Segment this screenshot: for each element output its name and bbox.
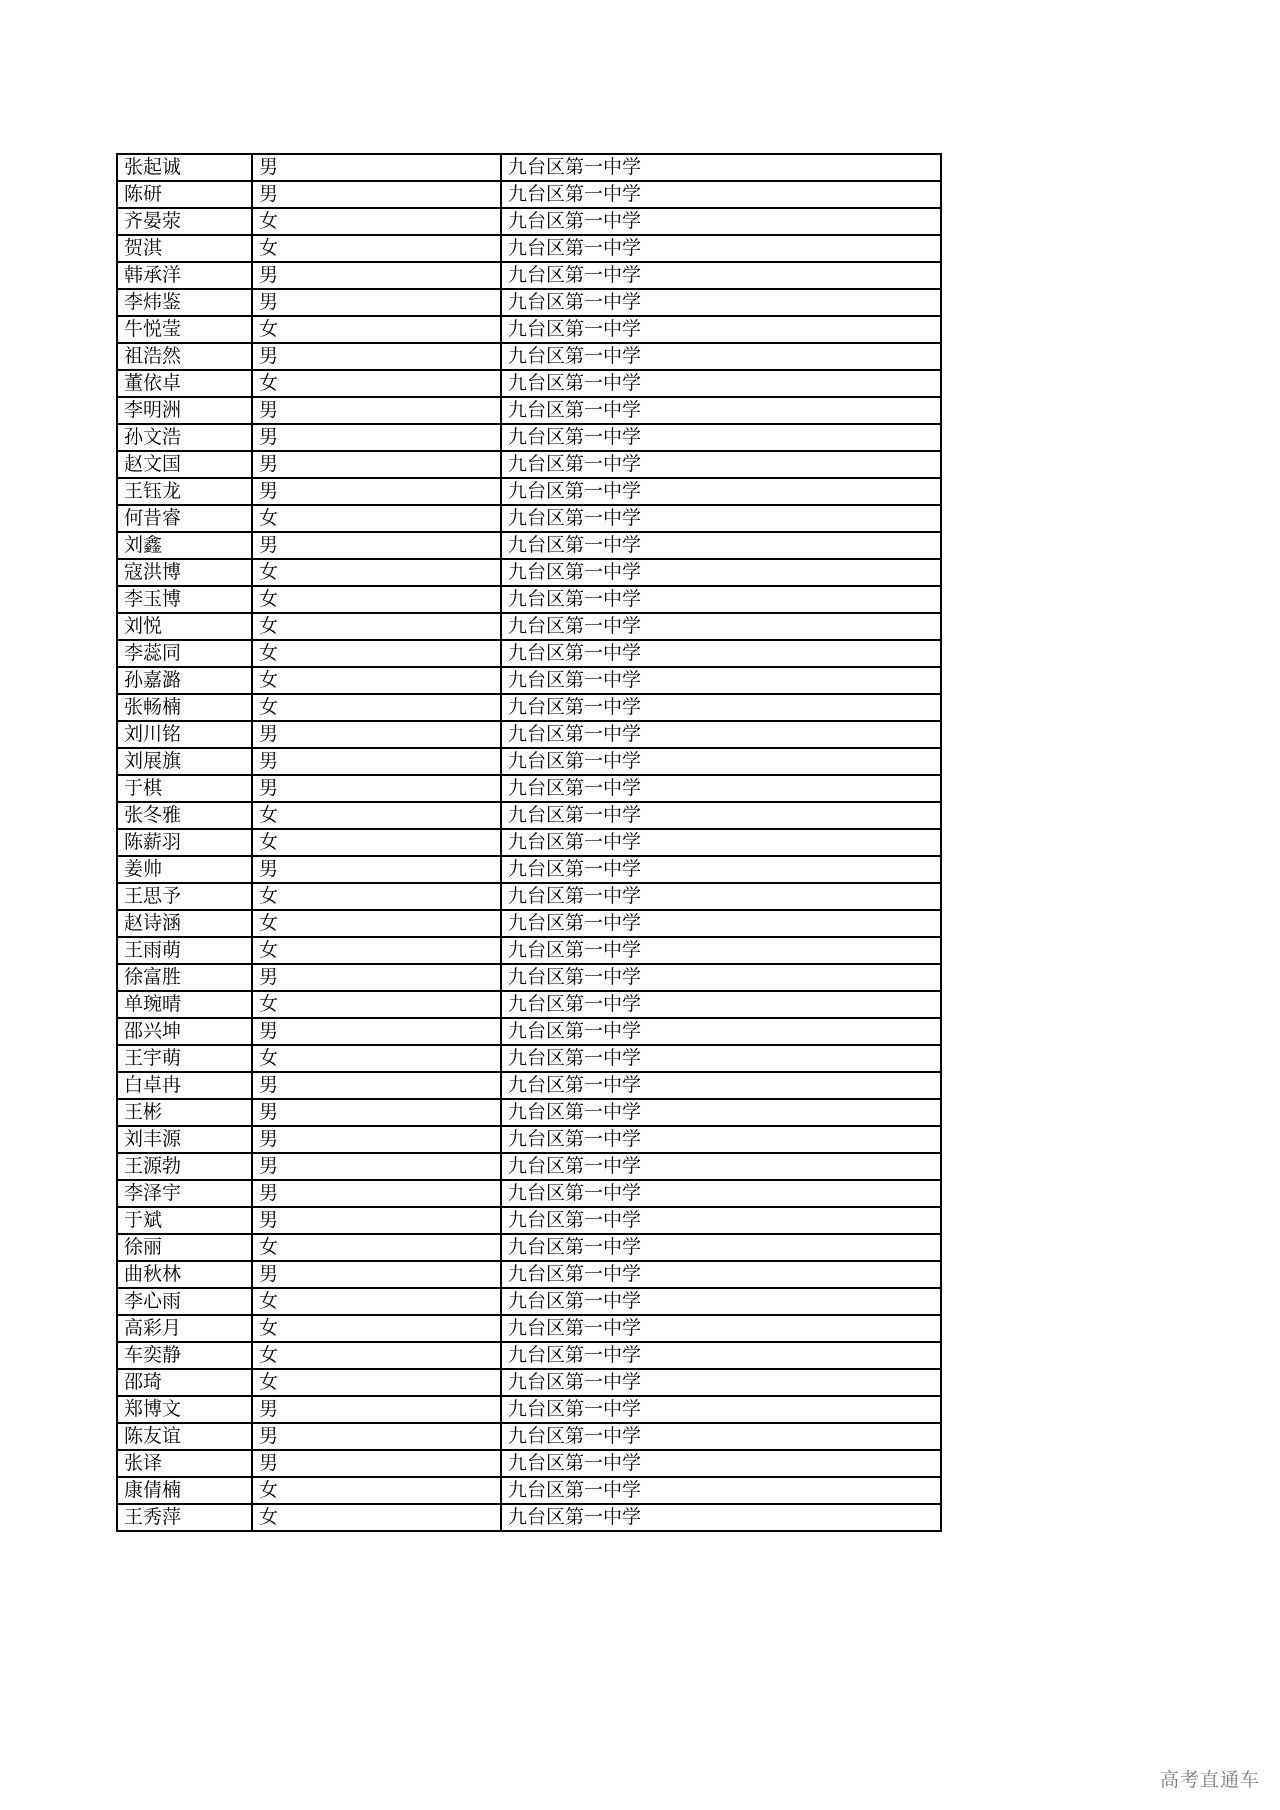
table-row [117, 289, 941, 316]
student-name-cell: 寇洪博 [117, 559, 252, 586]
gender-cell: 女 [252, 640, 501, 667]
gender-cell: 男 [252, 1180, 501, 1207]
school-cell: 九台区第一中学 [501, 1018, 941, 1045]
school-cell: 九台区第一中学 [501, 1342, 941, 1369]
table-row [117, 883, 941, 910]
gender-cell: 女 [252, 1504, 501, 1531]
student-name-cell: 李蕊同 [117, 640, 252, 667]
school-cell: 九台区第一中学 [501, 667, 941, 694]
gender-cell: 男 [252, 154, 501, 181]
table-row [117, 1342, 941, 1369]
student-name-cell: 董依卓 [117, 370, 252, 397]
school-cell: 九台区第一中学 [501, 1126, 941, 1153]
gender-cell: 女 [252, 586, 501, 613]
school-cell: 九台区第一中学 [501, 1099, 941, 1126]
school-cell: 九台区第一中学 [501, 1207, 941, 1234]
gender-cell: 男 [252, 1099, 501, 1126]
student-name-cell: 郑博文 [117, 1396, 252, 1423]
table-row [117, 1018, 941, 1045]
gender-cell: 女 [252, 883, 501, 910]
student-name-cell: 赵诗涵 [117, 910, 252, 937]
student-name-cell: 李泽宇 [117, 1180, 252, 1207]
student-name-cell: 陈薪羽 [117, 829, 252, 856]
table-row [117, 1234, 941, 1261]
gender-cell: 男 [252, 343, 501, 370]
table-row [117, 802, 941, 829]
school-cell: 九台区第一中学 [501, 910, 941, 937]
student-name-cell: 曲秋林 [117, 1261, 252, 1288]
table-row [117, 343, 941, 370]
school-cell: 九台区第一中学 [501, 1477, 941, 1504]
student-name-cell: 贺淇 [117, 235, 252, 262]
table-row [117, 1072, 941, 1099]
table-row [117, 775, 941, 802]
gender-cell: 女 [252, 370, 501, 397]
school-cell: 九台区第一中学 [501, 1369, 941, 1396]
gender-cell: 男 [252, 1261, 501, 1288]
student-name-cell: 张起诚 [117, 154, 252, 181]
gender-cell: 女 [252, 910, 501, 937]
gender-cell: 女 [252, 694, 501, 721]
gender-cell: 男 [252, 1018, 501, 1045]
school-cell: 九台区第一中学 [501, 991, 941, 1018]
student-name-cell: 张冬雅 [117, 802, 252, 829]
student-name-cell: 邵兴坤 [117, 1018, 252, 1045]
school-cell: 九台区第一中学 [501, 640, 941, 667]
school-cell: 九台区第一中学 [501, 1234, 941, 1261]
gender-cell: 男 [252, 262, 501, 289]
student-name-cell: 康倩楠 [117, 1477, 252, 1504]
table-row [117, 991, 941, 1018]
gender-cell: 女 [252, 559, 501, 586]
gender-cell: 男 [252, 289, 501, 316]
gender-cell: 女 [252, 1477, 501, 1504]
student-name-cell: 王宇萌 [117, 1045, 252, 1072]
school-cell: 九台区第一中学 [501, 1180, 941, 1207]
school-cell: 九台区第一中学 [501, 1504, 941, 1531]
student-name-cell: 张畅楠 [117, 694, 252, 721]
table-row [117, 1180, 941, 1207]
school-cell: 九台区第一中学 [501, 613, 941, 640]
student-name-cell: 李炜鉴 [117, 289, 252, 316]
school-cell: 九台区第一中学 [501, 964, 941, 991]
gender-cell: 男 [252, 397, 501, 424]
student-name-cell: 刘丰源 [117, 1126, 252, 1153]
school-cell: 九台区第一中学 [501, 1045, 941, 1072]
student-name-cell: 王秀萍 [117, 1504, 252, 1531]
gender-cell: 男 [252, 478, 501, 505]
table-row [117, 559, 941, 586]
student-name-cell: 张译 [117, 1450, 252, 1477]
school-cell: 九台区第一中学 [501, 262, 941, 289]
table-row [117, 1396, 941, 1423]
table-row [117, 1207, 941, 1234]
table-row [117, 1477, 941, 1504]
student-name-cell: 陈研 [117, 181, 252, 208]
gender-cell: 男 [252, 964, 501, 991]
gender-cell: 女 [252, 505, 501, 532]
gender-cell: 女 [252, 613, 501, 640]
gender-cell: 男 [252, 181, 501, 208]
table-row [117, 262, 941, 289]
table-row [117, 1315, 941, 1342]
school-cell: 九台区第一中学 [501, 289, 941, 316]
school-cell: 九台区第一中学 [501, 1072, 941, 1099]
table-row [117, 937, 941, 964]
gender-cell: 男 [252, 424, 501, 451]
gender-cell: 男 [252, 1207, 501, 1234]
school-cell: 九台区第一中学 [501, 586, 941, 613]
gender-cell: 女 [252, 235, 501, 262]
table-row [117, 451, 941, 478]
student-name-cell: 孙嘉潞 [117, 667, 252, 694]
student-name-cell: 刘悦 [117, 613, 252, 640]
student-name-cell: 王雨萌 [117, 937, 252, 964]
table-row [117, 1450, 941, 1477]
school-cell: 九台区第一中学 [501, 532, 941, 559]
student-name-cell: 姜帅 [117, 856, 252, 883]
gender-cell: 女 [252, 1342, 501, 1369]
student-name-cell: 何昔睿 [117, 505, 252, 532]
school-cell: 九台区第一中学 [501, 937, 941, 964]
gender-cell: 男 [252, 1126, 501, 1153]
student-name-cell: 徐富胜 [117, 964, 252, 991]
student-name-cell: 李明洲 [117, 397, 252, 424]
table-row [117, 532, 941, 559]
student-name-cell: 刘展旗 [117, 748, 252, 775]
gender-cell: 女 [252, 1045, 501, 1072]
gender-cell: 女 [252, 829, 501, 856]
table-row [117, 829, 941, 856]
table-row [117, 1153, 941, 1180]
gender-cell: 男 [252, 1153, 501, 1180]
gender-cell: 女 [252, 1234, 501, 1261]
school-cell: 九台区第一中学 [501, 856, 941, 883]
student-name-cell: 王源勃 [117, 1153, 252, 1180]
school-cell: 九台区第一中学 [501, 775, 941, 802]
student-name-cell: 赵文国 [117, 451, 252, 478]
table-row [117, 424, 941, 451]
school-cell: 九台区第一中学 [501, 397, 941, 424]
gender-cell: 男 [252, 1396, 501, 1423]
table-row [117, 1423, 941, 1450]
gender-cell: 女 [252, 937, 501, 964]
student-name-cell: 于斌 [117, 1207, 252, 1234]
school-cell: 九台区第一中学 [501, 316, 941, 343]
table-row [117, 478, 941, 505]
student-name-cell: 陈友谊 [117, 1423, 252, 1450]
school-cell: 九台区第一中学 [501, 721, 941, 748]
table-row [117, 586, 941, 613]
student-name-cell: 李心雨 [117, 1288, 252, 1315]
gender-cell: 男 [252, 451, 501, 478]
school-cell: 九台区第一中学 [501, 1153, 941, 1180]
gender-cell: 男 [252, 1423, 501, 1450]
school-cell: 九台区第一中学 [501, 343, 941, 370]
gender-cell: 男 [252, 856, 501, 883]
table-row [117, 181, 941, 208]
school-cell: 九台区第一中学 [501, 883, 941, 910]
table-row [117, 856, 941, 883]
school-cell: 九台区第一中学 [501, 505, 941, 532]
school-cell: 九台区第一中学 [501, 478, 941, 505]
student-name-cell: 高彩月 [117, 1315, 252, 1342]
table-row [117, 316, 941, 343]
gender-cell: 女 [252, 1288, 501, 1315]
school-cell: 九台区第一中学 [501, 1315, 941, 1342]
school-cell: 九台区第一中学 [501, 370, 941, 397]
gender-cell: 女 [252, 667, 501, 694]
school-cell: 九台区第一中学 [501, 1423, 941, 1450]
gender-cell: 男 [252, 721, 501, 748]
student-name-cell: 王彬 [117, 1099, 252, 1126]
school-cell: 九台区第一中学 [501, 181, 941, 208]
student-roster-table [116, 153, 942, 1532]
table-row [117, 1099, 941, 1126]
gender-cell: 男 [252, 748, 501, 775]
student-name-cell: 王钰龙 [117, 478, 252, 505]
gender-cell: 男 [252, 532, 501, 559]
student-name-cell: 于棋 [117, 775, 252, 802]
school-cell: 九台区第一中学 [501, 1450, 941, 1477]
table-row [117, 910, 941, 937]
student-name-cell: 车奕静 [117, 1342, 252, 1369]
student-name-cell: 韩承洋 [117, 262, 252, 289]
school-cell: 九台区第一中学 [501, 694, 941, 721]
table-row [117, 667, 941, 694]
table-row [117, 370, 941, 397]
gender-cell: 男 [252, 1450, 501, 1477]
table-row [117, 1369, 941, 1396]
gender-cell: 男 [252, 775, 501, 802]
student-name-cell: 祖浩然 [117, 343, 252, 370]
school-cell: 九台区第一中学 [501, 154, 941, 181]
table-row [117, 1288, 941, 1315]
school-cell: 九台区第一中学 [501, 559, 941, 586]
table-row [117, 1261, 941, 1288]
table-row [117, 1504, 941, 1531]
table-row [117, 397, 941, 424]
gender-cell: 女 [252, 991, 501, 1018]
student-name-cell: 李玉博 [117, 586, 252, 613]
roster-body [117, 154, 941, 1531]
school-cell: 九台区第一中学 [501, 802, 941, 829]
gender-cell: 女 [252, 1315, 501, 1342]
table-row [117, 748, 941, 775]
table-row [117, 235, 941, 262]
table-row [117, 505, 941, 532]
school-cell: 九台区第一中学 [501, 208, 941, 235]
gender-cell: 男 [252, 1072, 501, 1099]
school-cell: 九台区第一中学 [501, 235, 941, 262]
student-name-cell: 单琬晴 [117, 991, 252, 1018]
table-row [117, 613, 941, 640]
school-cell: 九台区第一中学 [501, 1288, 941, 1315]
school-cell: 九台区第一中学 [501, 451, 941, 478]
school-cell: 九台区第一中学 [501, 424, 941, 451]
student-name-cell: 白卓冉 [117, 1072, 252, 1099]
student-name-cell: 邵琦 [117, 1369, 252, 1396]
school-cell: 九台区第一中学 [501, 1261, 941, 1288]
table-row [117, 694, 941, 721]
student-name-cell: 齐晏荥 [117, 208, 252, 235]
gender-cell: 女 [252, 208, 501, 235]
table-row [117, 1045, 941, 1072]
table-row [117, 640, 941, 667]
table-row [117, 1126, 941, 1153]
watermark-text: 高考直通车 [1159, 1769, 1260, 1791]
table-row [117, 154, 941, 181]
school-cell: 九台区第一中学 [501, 748, 941, 775]
school-cell: 九台区第一中学 [501, 1396, 941, 1423]
student-name-cell: 刘川铭 [117, 721, 252, 748]
table-row [117, 721, 941, 748]
gender-cell: 女 [252, 1369, 501, 1396]
student-name-cell: 牛悦莹 [117, 316, 252, 343]
gender-cell: 女 [252, 802, 501, 829]
table-row [117, 208, 941, 235]
student-name-cell: 王思予 [117, 883, 252, 910]
school-cell: 九台区第一中学 [501, 829, 941, 856]
student-name-cell: 刘鑫 [117, 532, 252, 559]
student-name-cell: 孙文浩 [117, 424, 252, 451]
gender-cell: 女 [252, 316, 501, 343]
table-row [117, 964, 941, 991]
student-name-cell: 徐丽 [117, 1234, 252, 1261]
